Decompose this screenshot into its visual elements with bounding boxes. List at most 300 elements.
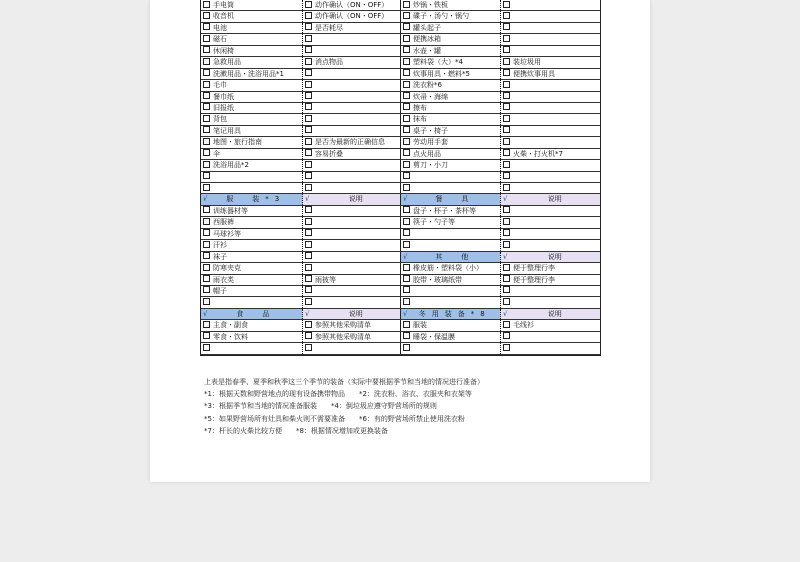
item-cell [201,217,302,227]
checkbox-icon[interactable] [403,69,410,76]
item-cell [400,229,500,239]
checkbox-icon[interactable] [203,149,210,156]
note-cell [500,103,600,113]
note-cell [500,332,600,342]
section-header [400,252,500,262]
checkbox-icon[interactable] [203,115,210,122]
checkbox-icon[interactable] [305,103,312,110]
item-cell [400,103,500,113]
cell-text: 收音机 [213,12,234,21]
note-cell [500,114,600,124]
cell-text: 水壶・罐 [413,46,441,55]
table-row [201,275,600,286]
checkbox-icon[interactable] [305,321,312,328]
checkbox-icon[interactable] [305,344,312,351]
note-cell [500,34,600,44]
note-cell [500,217,600,227]
checkbox-icon[interactable] [203,241,210,248]
checkbox-icon[interactable] [305,172,312,179]
item-cell [201,286,302,296]
item-cell [201,320,302,330]
cell-text: 炊事用具・燃料*5 [413,69,470,78]
checkbox-icon[interactable] [403,206,410,213]
checkbox-icon[interactable] [403,275,410,282]
checkbox-icon[interactable] [403,12,410,19]
note-cell [302,343,400,353]
checkbox-icon[interactable] [203,161,210,168]
checkbox-icon[interactable] [203,69,210,76]
item-cell [201,137,302,147]
check-mark-icon: √ [403,195,408,204]
note-cell [302,217,400,227]
item-cell [201,275,302,285]
note-cell [500,80,600,90]
footnotes [204,376,484,437]
note-cell [302,252,400,262]
checkbox-icon[interactable] [403,229,410,236]
checkbox-icon[interactable] [403,161,410,168]
note-cell [500,137,600,147]
table-row [201,149,600,160]
checkbox-icon[interactable] [403,286,410,293]
cell-text: 便于整理行李 [513,275,555,284]
note-cell [500,126,600,136]
checkbox-icon[interactable] [203,252,210,259]
check-mark-icon: √ [403,252,408,261]
checkbox-icon[interactable] [305,298,312,305]
checkbox-icon[interactable] [203,172,210,179]
header-label: 食 品 [236,309,276,318]
note-cell [500,229,600,239]
cell-text: 毛巾 [213,81,227,90]
note-cell [500,46,600,56]
cell-text: 主食・副食 [213,321,248,330]
checkbox-icon[interactable] [305,286,312,293]
item-cell [400,46,500,56]
item-cell [400,137,500,147]
table-row [201,343,600,354]
checkbox-icon[interactable] [503,35,510,42]
header-label: 说明 [348,309,363,318]
note-cell [302,57,400,67]
item-cell [201,252,302,262]
cell-text: 旧报纸 [213,103,234,112]
table-row [201,137,600,148]
table-row [201,240,600,251]
item-cell [400,286,500,296]
note-cell [500,57,600,67]
checkbox-icon[interactable] [203,332,210,339]
item-cell [400,240,500,250]
checkbox-icon[interactable] [203,184,210,191]
note-cell [500,297,600,307]
checkbox-icon[interactable] [403,115,410,122]
note-cell [302,275,400,285]
checkbox-icon[interactable] [503,138,510,145]
checkbox-icon[interactable] [403,264,410,271]
checkbox-icon[interactable] [203,103,210,110]
item-cell [400,275,500,285]
checkbox-icon[interactable] [305,1,312,8]
checkbox-icon[interactable] [403,241,410,248]
checkbox-icon[interactable] [305,161,312,168]
table-row [201,46,600,57]
checkbox-icon[interactable] [203,46,210,53]
cell-text: 橡皮筋・塑料袋（小） [413,264,483,273]
footnote-line: *5：如果野营场所有灶具和柴火则不需要准备 *6：有的野营场所禁止使用洗衣粉 [204,414,465,423]
note-cell [500,286,600,296]
checkbox-icon[interactable] [503,161,510,168]
checkbox-icon[interactable] [305,206,312,213]
note-cell [500,183,600,193]
cell-text: 桌子・椅子 [413,126,448,135]
cell-text: 炊帚・海绵 [413,92,448,101]
checkbox-icon[interactable] [503,172,510,179]
cell-text: 是否为最新的正确信息 [315,138,385,147]
checkbox-icon[interactable] [503,321,510,328]
checkbox-icon[interactable] [503,23,510,30]
checkbox-icon[interactable] [203,275,210,282]
note-cell [302,229,400,239]
item-cell [201,23,302,33]
checkbox-icon[interactable] [305,275,312,282]
checkbox-icon[interactable] [203,126,210,133]
item-cell [400,263,500,273]
checkbox-icon[interactable] [403,184,410,191]
note-cell [302,297,400,307]
checkbox-icon[interactable] [203,92,210,99]
checkbox-icon[interactable] [403,103,410,110]
item-cell [400,149,500,159]
note-cell [302,332,400,342]
check-mark-icon: √ [503,309,508,318]
checkbox-icon[interactable] [203,23,210,30]
cell-text: 洗浴用品*2 [213,161,249,170]
item-cell [400,126,500,136]
cell-text: 擦布 [413,103,427,112]
checkbox-icon[interactable] [403,332,410,339]
cell-text: 汗衫 [213,241,227,250]
check-mark-icon: √ [403,309,408,318]
checkbox-icon[interactable] [503,286,510,293]
note-cell [302,46,400,56]
item-cell [201,80,302,90]
cell-text: 毛线衫 [513,321,534,330]
checkbox-icon[interactable] [203,344,210,351]
item-cell [201,114,302,124]
note-cell [500,343,600,353]
note-cell [302,263,400,273]
checkbox-icon[interactable] [503,275,510,282]
footnote-line: *7：杆长的火柴比较方便 *8：根据情况增加或更换装备 [204,426,388,435]
checkbox-icon[interactable] [203,35,210,42]
note-cell [302,172,400,182]
checkbox-icon[interactable] [305,35,312,42]
cell-text: 参照其他采购清单 [315,332,371,341]
cell-text: 消点物品 [315,58,343,67]
table-row [201,23,600,34]
checkbox-icon[interactable] [503,12,510,19]
description-header [500,252,600,262]
table-row [201,286,600,297]
note-cell [302,103,400,113]
section-header [400,309,500,319]
cell-text: 帽子 [213,286,227,295]
checkbox-icon[interactable] [403,138,410,145]
cell-text: 西服裤 [213,218,234,227]
note-cell [302,80,400,90]
item-cell [400,23,500,33]
checkbox-icon[interactable] [403,58,410,65]
check-mark-icon: √ [203,309,208,318]
checkbox-icon[interactable] [503,103,510,110]
checkbox-icon[interactable] [403,92,410,99]
table-row [201,206,600,217]
item-cell [400,11,500,21]
cell-text: 动作确认（ON・OFF） [315,12,389,21]
checkbox-icon[interactable] [305,81,312,88]
checkbox-icon[interactable] [203,138,210,145]
checkbox-icon[interactable] [305,332,312,339]
cell-text: 服装 [413,321,427,330]
cell-text: 餐巾纸 [213,92,234,101]
item-cell [201,172,302,182]
item-cell [400,57,500,67]
checkbox-icon[interactable] [503,1,510,8]
cell-text: 背包 [213,115,227,124]
note-cell [302,69,400,79]
checkbox-icon[interactable] [503,115,510,122]
item-cell [201,240,302,250]
cell-text: 零食・饮料 [213,332,248,341]
checkbox-icon[interactable] [305,241,312,248]
item-cell [201,57,302,67]
item-cell [201,206,302,216]
cell-text: 抹布 [413,115,427,124]
header-label: 餐 具 [435,195,475,204]
note-cell [302,137,400,147]
item-cell [400,172,500,182]
note-cell [302,23,400,33]
cell-text: 洗漱用品・洗浴用品*1 [213,69,284,78]
checkbox-icon[interactable] [305,264,312,271]
note-cell [302,126,400,136]
checkbox-icon[interactable] [403,46,410,53]
checkbox-icon[interactable] [403,149,410,156]
checkbox-icon[interactable] [503,46,510,53]
cell-text: 筷子・勺子等 [413,218,455,227]
note-cell [302,183,400,193]
note-cell [302,0,400,10]
checkbox-icon[interactable] [503,229,510,236]
item-cell [400,69,500,79]
section-header [400,194,500,204]
note-cell [500,206,600,216]
checkbox-icon[interactable] [203,12,210,19]
checkbox-icon[interactable] [503,344,510,351]
header-label: 说明 [547,309,562,318]
description-header [500,194,600,204]
checkbox-icon[interactable] [305,58,312,65]
note-cell [500,160,600,170]
header-label: 冬用装备*8 [418,309,491,318]
checkbox-icon[interactable] [305,115,312,122]
checkbox-icon[interactable] [305,12,312,19]
checkbox-icon[interactable] [403,81,410,88]
checkbox-icon[interactable] [403,35,410,42]
checkbox-icon[interactable] [403,172,410,179]
item-cell [201,34,302,44]
checkbox-icon[interactable] [503,69,510,76]
camping-checklist-table [200,0,601,356]
cell-text: 笔记用具 [213,126,241,135]
table-row [201,103,600,114]
cell-text: 容易折叠 [315,149,343,158]
checkbox-icon[interactable] [305,138,312,145]
checkbox-icon[interactable] [203,218,210,225]
checkbox-icon[interactable] [203,206,210,213]
table-row [201,0,600,11]
checkbox-icon[interactable] [503,92,510,99]
checkbox-icon[interactable] [305,229,312,236]
item-cell [201,297,302,307]
header-label: 其 他 [435,252,475,261]
checkbox-icon[interactable] [305,23,312,30]
note-cell [302,160,400,170]
table-row [201,114,600,125]
checkbox-icon[interactable] [403,344,410,351]
cell-text: 马球衫等 [213,229,241,238]
table-row [201,309,600,320]
checkbox-icon[interactable] [403,298,410,305]
cell-text: 磁石 [213,35,227,44]
item-cell [400,320,500,330]
cell-text: 动作确认（ON・OFF） [315,1,389,9]
checkbox-icon[interactable] [305,46,312,53]
checkbox-icon[interactable] [403,218,410,225]
checkbox-icon[interactable] [503,81,510,88]
header-label: 说明 [348,195,363,204]
checkbox-icon[interactable] [305,126,312,133]
cell-text: 盘子・杯子・茶杯等 [413,206,476,215]
item-cell [201,103,302,113]
cell-text: 劳动用手套 [413,138,448,147]
item-cell [201,343,302,353]
description-header [302,194,400,204]
checkbox-icon[interactable] [305,149,312,156]
checkbox-icon[interactable] [203,229,210,236]
cell-text: 胶带・玻璃纸带 [413,275,462,284]
item-cell [201,92,302,102]
checkbox-icon[interactable] [203,58,210,65]
table-row [201,297,600,308]
check-mark-icon: √ [305,309,310,318]
section-header [201,194,302,204]
cell-text: 剪刀・小刀 [413,161,448,170]
note-cell [302,34,400,44]
checkbox-icon[interactable] [403,23,410,30]
checkbox-icon[interactable] [305,69,312,76]
description-header [500,309,600,319]
checkbox-icon[interactable] [503,218,510,225]
checkbox-icon[interactable] [203,264,210,271]
checkbox-icon[interactable] [203,286,210,293]
description-header [302,309,400,319]
checkbox-icon[interactable] [203,298,210,305]
cell-text: 碟子・汤勺・锅勺 [413,12,469,21]
cell-text: 伞 [213,149,220,158]
table-row [201,217,600,228]
cell-text: 地图・旅行指南 [213,138,262,147]
cell-text: 手电筒 [213,1,234,9]
check-mark-icon: √ [503,195,508,204]
note-cell [302,114,400,124]
checkbox-icon[interactable] [305,184,312,191]
cell-text: 是否耗尽 [315,23,343,32]
table-row [201,229,600,240]
cell-text: 电池 [213,23,227,32]
cell-text: 洗衣粉*6 [413,81,442,90]
checkbox-icon[interactable] [503,264,510,271]
checkbox-icon[interactable] [305,218,312,225]
checkbox-icon[interactable] [503,332,510,339]
item-cell [400,0,500,10]
checkbox-icon[interactable] [503,184,510,191]
item-cell [201,0,302,10]
item-cell [400,92,500,102]
note-cell [302,11,400,21]
table-row [201,183,600,194]
checkbox-icon[interactable] [403,321,410,328]
checkbox-icon[interactable] [305,252,312,259]
item-cell [201,69,302,79]
checkbox-icon[interactable] [203,81,210,88]
item-cell [201,183,302,193]
check-mark-icon: √ [203,195,208,204]
check-mark-icon: √ [503,252,508,261]
note-cell [302,92,400,102]
cell-text: 急救用品 [213,58,241,67]
note-cell [302,206,400,216]
item-cell [400,206,500,216]
item-cell [400,160,500,170]
cell-text: 防寒夹克 [213,264,241,273]
checkbox-icon[interactable] [503,241,510,248]
note-cell [500,240,600,250]
table-row [201,172,600,183]
checkbox-icon[interactable] [503,58,510,65]
checkbox-icon[interactable] [503,206,510,213]
checkbox-icon[interactable] [503,126,510,133]
note-cell [500,23,600,33]
cell-text: 雨披等 [315,275,336,284]
checkbox-icon[interactable] [305,92,312,99]
note-cell [500,92,600,102]
checkbox-icon[interactable] [503,149,510,156]
header-label: 说明 [547,252,562,261]
checkbox-icon[interactable] [403,126,410,133]
checkbox-icon[interactable] [503,298,510,305]
checkbox-icon[interactable] [203,1,210,8]
checkbox-icon[interactable] [403,1,410,8]
item-cell [400,183,500,193]
cell-text: 塑料袋（大）*4 [413,58,463,67]
cell-text: 休闲椅 [213,46,234,55]
checkbox-icon[interactable] [203,321,210,328]
cell-text: 便于整理行李 [513,264,555,273]
note-cell [500,172,600,182]
cell-text: 点火用品 [413,149,441,158]
